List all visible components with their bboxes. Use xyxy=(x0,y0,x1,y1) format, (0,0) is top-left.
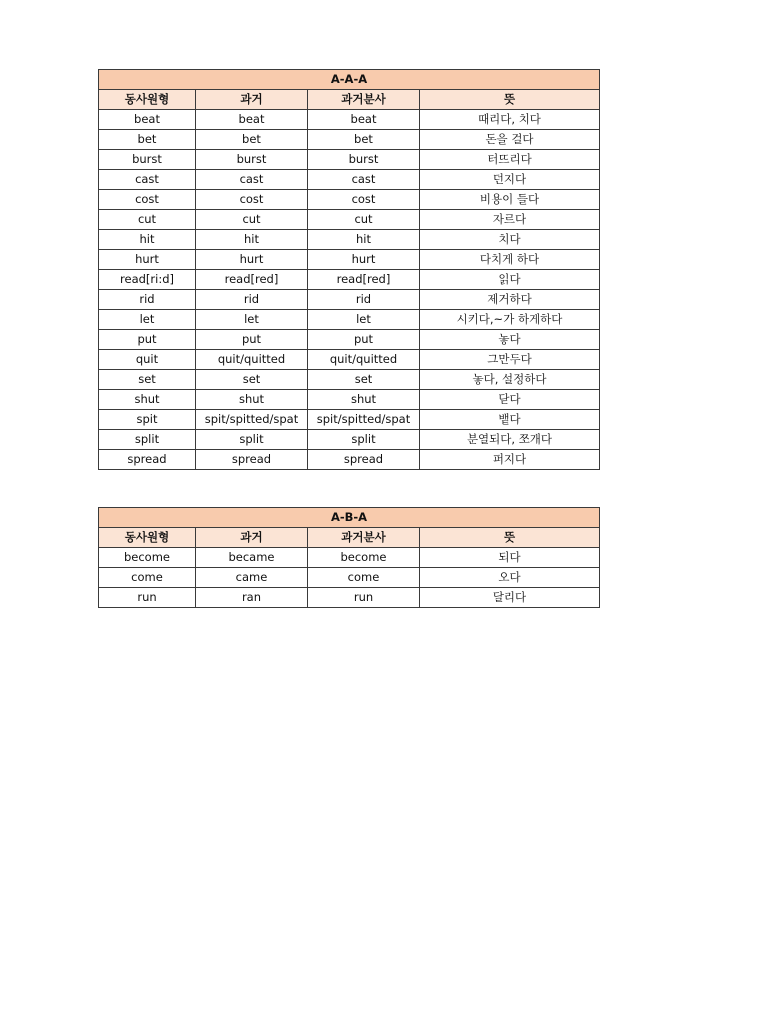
meaning-cell: 놓다, 설정하다 xyxy=(420,370,600,390)
past-cell: quit/quitted xyxy=(196,350,308,370)
past-participle-cell: burst xyxy=(308,150,420,170)
base-form-cell: become xyxy=(99,548,196,568)
base-form-cell: bet xyxy=(99,130,196,150)
base-form-cell: read[ri:d] xyxy=(99,270,196,290)
meaning-cell: 제거하다 xyxy=(420,290,600,310)
past-participle-cell: put xyxy=(308,330,420,350)
meaning-cell: 자르다 xyxy=(420,210,600,230)
past-participle-cell: cost xyxy=(308,190,420,210)
meaning-cell: 때리다, 치다 xyxy=(420,110,600,130)
meaning-cell: 그만두다 xyxy=(420,350,600,370)
table-row xyxy=(99,130,600,150)
past-cell: shut xyxy=(196,390,308,410)
table-row xyxy=(99,330,600,350)
past-participle-cell: shut xyxy=(308,390,420,410)
meaning-cell: 달리다 xyxy=(420,588,600,608)
table-row xyxy=(99,548,600,568)
base-form-cell: cost xyxy=(99,190,196,210)
meaning-cell: 읽다 xyxy=(420,270,600,290)
table-header-row xyxy=(99,528,600,548)
column-header-meaning: 뜻 xyxy=(420,528,600,548)
meaning-cell: 뱉다 xyxy=(420,410,600,430)
past-cell: split xyxy=(196,430,308,450)
past-cell: cut xyxy=(196,210,308,230)
meaning-cell: 오다 xyxy=(420,568,600,588)
meaning-cell: 되다 xyxy=(420,548,600,568)
table-row xyxy=(99,310,600,330)
table-body xyxy=(99,548,600,608)
past-participle-cell: run xyxy=(308,588,420,608)
past-cell: cast xyxy=(196,170,308,190)
table-body xyxy=(99,110,600,470)
meaning-cell: 다치게 하다 xyxy=(420,250,600,270)
past-participle-cell: quit/quitted xyxy=(308,350,420,370)
past-participle-cell: become xyxy=(308,548,420,568)
base-form-cell: cast xyxy=(99,170,196,190)
meaning-cell: 놓다 xyxy=(420,330,600,350)
past-participle-cell: let xyxy=(308,310,420,330)
past-participle-cell: spread xyxy=(308,450,420,470)
base-form-cell: set xyxy=(99,370,196,390)
past-participle-cell: spit/spitted/spat xyxy=(308,410,420,430)
past-participle-cell: beat xyxy=(308,110,420,130)
table-row xyxy=(99,190,600,210)
base-form-cell: cut xyxy=(99,210,196,230)
past-cell: came xyxy=(196,568,308,588)
past-cell: hit xyxy=(196,230,308,250)
meaning-cell: 던지다 xyxy=(420,170,600,190)
column-header-past: 과거 xyxy=(196,528,308,548)
past-cell: burst xyxy=(196,150,308,170)
past-cell: put xyxy=(196,330,308,350)
base-form-cell: split xyxy=(99,430,196,450)
past-cell: spread xyxy=(196,450,308,470)
table-row xyxy=(99,370,600,390)
past-cell: set xyxy=(196,370,308,390)
base-form-cell: beat xyxy=(99,110,196,130)
past-cell: ran xyxy=(196,588,308,608)
column-header-base-form: 동사원형 xyxy=(99,528,196,548)
meaning-cell: 분열되다, 쪼개다 xyxy=(420,430,600,450)
past-participle-cell: read[red] xyxy=(308,270,420,290)
past-cell: rid xyxy=(196,290,308,310)
past-participle-cell: rid xyxy=(308,290,420,310)
base-form-cell: burst xyxy=(99,150,196,170)
meaning-cell: 터뜨리다 xyxy=(420,150,600,170)
verb-table-aaa xyxy=(98,69,600,470)
table-row xyxy=(99,410,600,430)
table-row xyxy=(99,230,600,250)
past-cell: bet xyxy=(196,130,308,150)
verb-table-aba xyxy=(98,507,600,608)
column-header-past-participle: 과거분사 xyxy=(308,90,420,110)
past-cell: beat xyxy=(196,110,308,130)
past-cell: became xyxy=(196,548,308,568)
table-title-row xyxy=(99,70,600,90)
base-form-cell: come xyxy=(99,568,196,588)
past-participle-cell: cast xyxy=(308,170,420,190)
meaning-cell: 시키다,~가 하게하다 xyxy=(420,310,600,330)
table-row xyxy=(99,290,600,310)
table-row xyxy=(99,430,600,450)
table-row xyxy=(99,250,600,270)
table-row xyxy=(99,270,600,290)
base-form-cell: run xyxy=(99,588,196,608)
table-row xyxy=(99,170,600,190)
base-form-cell: hit xyxy=(99,230,196,250)
table-row xyxy=(99,390,600,410)
table-title: A-B-A xyxy=(99,508,600,528)
table-row xyxy=(99,568,600,588)
base-form-cell: spit xyxy=(99,410,196,430)
base-form-cell: put xyxy=(99,330,196,350)
base-form-cell: rid xyxy=(99,290,196,310)
base-form-cell: spread xyxy=(99,450,196,470)
past-cell: read[red] xyxy=(196,270,308,290)
past-participle-cell: hit xyxy=(308,230,420,250)
column-header-meaning: 뜻 xyxy=(420,90,600,110)
base-form-cell: quit xyxy=(99,350,196,370)
past-cell: let xyxy=(196,310,308,330)
meaning-cell: 치다 xyxy=(420,230,600,250)
base-form-cell: hurt xyxy=(99,250,196,270)
table-row xyxy=(99,588,600,608)
meaning-cell: 돈을 걸다 xyxy=(420,130,600,150)
table-row xyxy=(99,450,600,470)
table-row xyxy=(99,350,600,370)
column-header-past: 과거 xyxy=(196,90,308,110)
table-title: A-A-A xyxy=(99,70,600,90)
table-title-row xyxy=(99,508,600,528)
table-row xyxy=(99,210,600,230)
past-participle-cell: split xyxy=(308,430,420,450)
meaning-cell: 퍼지다 xyxy=(420,450,600,470)
base-form-cell: shut xyxy=(99,390,196,410)
past-cell: hurt xyxy=(196,250,308,270)
table-row xyxy=(99,150,600,170)
base-form-cell: let xyxy=(99,310,196,330)
past-participle-cell: set xyxy=(308,370,420,390)
table-header-row xyxy=(99,90,600,110)
past-participle-cell: bet xyxy=(308,130,420,150)
past-cell: spit/spitted/spat xyxy=(196,410,308,430)
column-header-base-form: 동사원형 xyxy=(99,90,196,110)
past-participle-cell: hurt xyxy=(308,250,420,270)
meaning-cell: 닫다 xyxy=(420,390,600,410)
column-header-past-participle: 과거분사 xyxy=(308,528,420,548)
past-participle-cell: come xyxy=(308,568,420,588)
table-row xyxy=(99,110,600,130)
past-participle-cell: cut xyxy=(308,210,420,230)
past-cell: cost xyxy=(196,190,308,210)
meaning-cell: 비용이 들다 xyxy=(420,190,600,210)
